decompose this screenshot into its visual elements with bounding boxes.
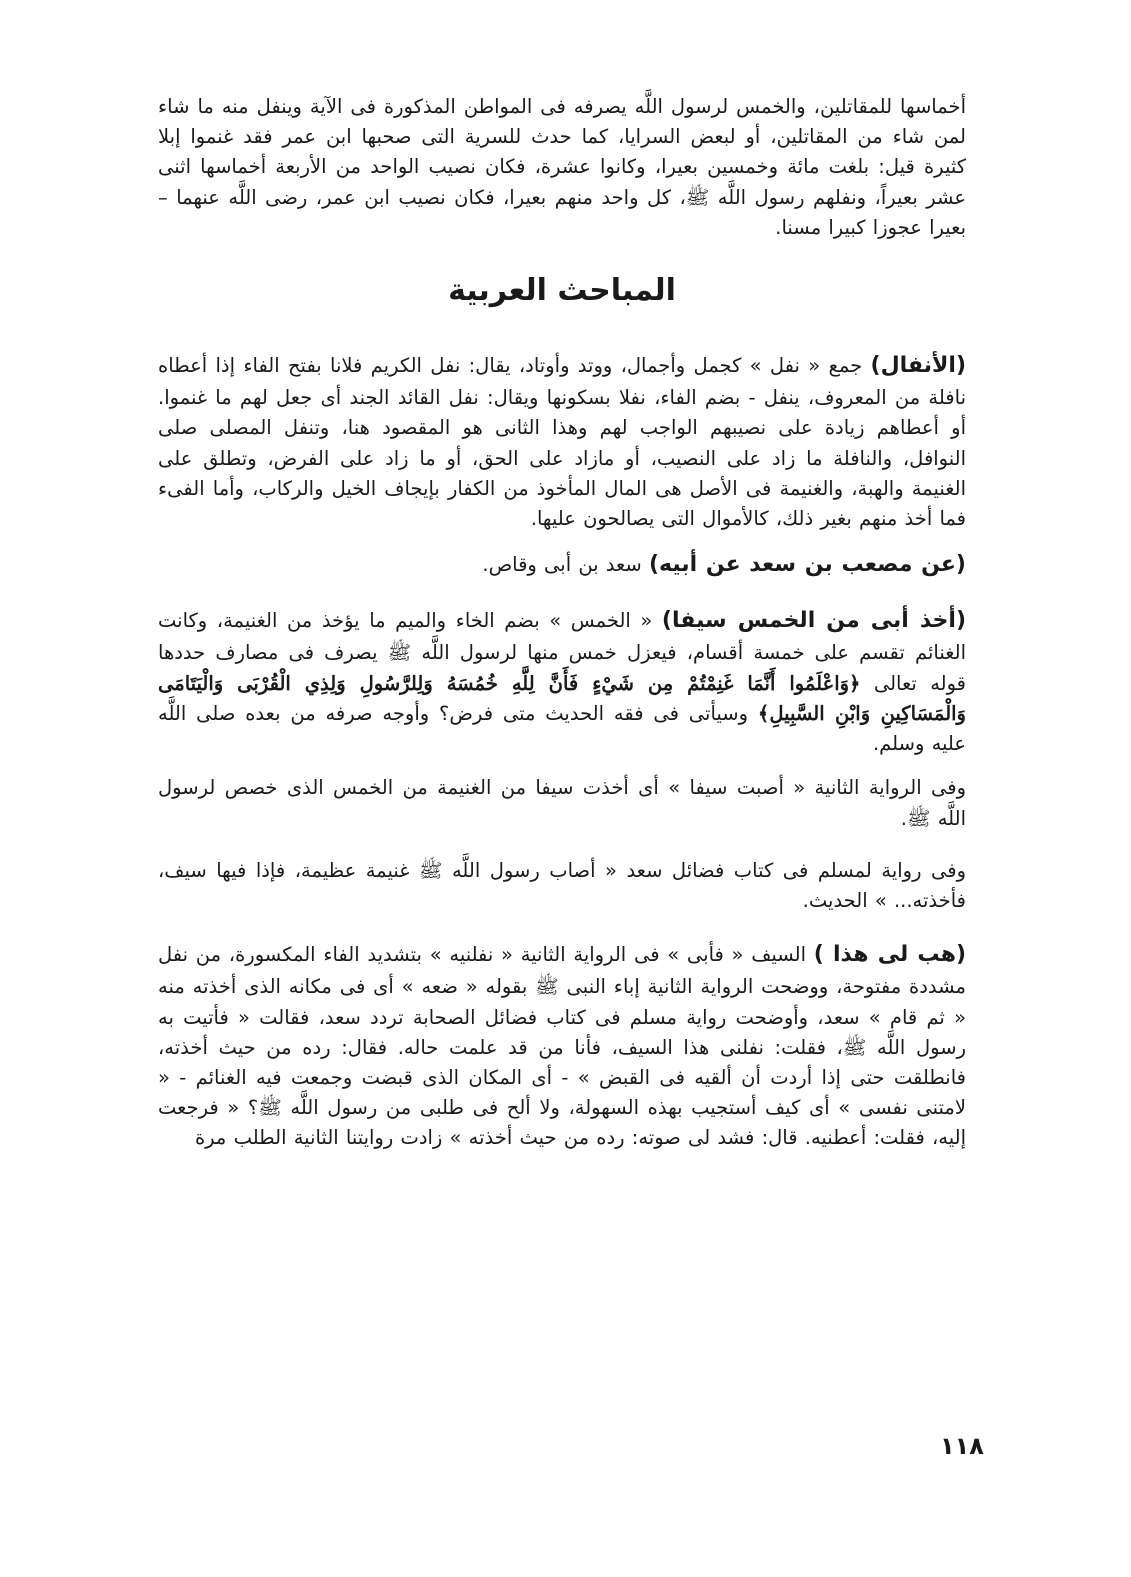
musab-paragraph xyxy=(158,548,966,582)
riwaya-muslim-paragraph: وفى رواية لمسلم فى كتاب فضائل سعد « أصاب رسول اللَّه ﷺ غنيمة عظيمة، فإذا فيها سيف، فأخذته... » الحديث. xyxy=(158,858,966,912)
hab-paragraph xyxy=(158,938,966,1153)
anfal-text: جمع « نفل » كجمل وأجمال، ووتد وأوتاد، يقال: نفل الكريم فلانا بفتح الفاء إذا أعطاه نافلة من المعروف، ينفل - بضم الفاء، نفلا بسكونها ويقال: نفل القائد الجند أى جعل لهم ما غنموا. أو أعطاهم زيادة على نصيبهم الواجب لهم وهذا الثانى هو المقصود هنا، وتنفل المصلى صلى النوافل، والنافلة ما زاد على النصيب، أو مازاد على الحق، أو ما زاد على الفرض، وتطلق على الغنيمة والهبة، والغنيمة فى الأصل هى المال المأخوذ من الكفار بإيجاف الخيل والركاب، وأما الفىء فما أخذ منهم بغير ذلك، كالأموال التى يصالحون عليها. xyxy=(158,354,966,531)
riwaya2-paragraph: وفى الرواية الثانية « أصبت سيفا » أى أخذت سيفا من الغنيمة من الخمس الذى خصص لرسول اللَّه ﷺ. xyxy=(158,776,966,830)
akhadh-paragraph xyxy=(158,604,966,759)
musab-term: (عن مصعب بن سعد عن أبيه) xyxy=(648,552,966,578)
section-title: المباحث العربية xyxy=(448,273,676,309)
anfal-term: (الأنفال) xyxy=(870,353,966,379)
hab-text: السيف « فأبى » فى الرواية الثانية « نفلنيه » بتشديد الفاء المكسورة، من نفل مشددة مفتوحة، ووضحت الرواية الثانية إباء النبى ﷺ بقوله « ضعه » أى فى مكانه الذى أخذته منه « ثم قام » سعد، وأوضحت رواية مسلم فى كتاب فضائل الصحابة تردد سعد، فقالت « فأتيت به رسول اللَّه ﷺ، فقلت: نفلنى هذا السيف، فأنا من قد علمت حاله. فقال: رده من حيث أخذته، فانطلقت حتى إذا أردت أن ألقيه فى القبض » - أى المكان الذى قبضت وجمعت فيه الغنائم - « لامتنى نفسى » أى كيف أستجيب بهذه السهولة، ولا ألح فى طلبى من رسول اللَّه ﷺ؟ « فرجعت إليه، فقلت: أعطنيه. قال: فشد لى صوته: رده من حيث أخذته » زادت روايتنا الثانية الطلب مرة xyxy=(158,943,966,1150)
musab-text: سعد بن أبى وقاص. xyxy=(482,553,642,577)
anfal-paragraph xyxy=(158,349,966,534)
hab-term: (هب لى هذا ) xyxy=(813,942,967,968)
akhadh-text-after: وسيأتى فى فقه الحديث متى فرض؟ وأوجه صرفه من بعده صلى اللَّه عليه وسلم. xyxy=(158,701,966,756)
quran-verse: ﴿وَاعْلَمُوا أَنَّمَا غَنِمْتُمْ مِن شَيْءٍ فَأَنَّ لِلَّهِ خُمُسَهُ وَلِلرَّسُولِ وَلِذِي الْقُرْبَى وَالْيَتَامَى وَالْمَسَاكِينِ وَابْنِ السَّبِيلِ﴾ xyxy=(158,671,966,725)
page-body xyxy=(158,92,966,1154)
intro-paragraph: أخماسها للمقاتلين، والخمس لرسول اللَّه يصرفه فى المواطن المذكورة فى الآية وينفل منه ما شاء لمن شاء من المقاتلين، أو لبعض السرايا، كما حدث للسرية التى صحبها ابن عمر فقد غنموا إبلا كثيرة قيل: بلغت مائة وخمسين بعيرا، وكانوا عشرة، فكان نصيب الواحد من الأربعة أخماسها اثنى عشر بعيراً، ونفلهم رسول اللَّه ﷺ، كل واحد منهم بعيرا، فكان نصيب ابن عمر، رضى اللَّه عنهما – بعيرا عجوزا كبيرا مسنا. xyxy=(158,95,966,239)
akhadh-text-before: « الخمس » بضم الخاء والميم ما يؤخذ من الغنيمة، وكانت الغنائم تقسم على خمسة أقسام، فيعزل خمس منها لرسول اللَّه ﷺ يصرف فى مصارف حددها قوله تعالى xyxy=(158,609,966,695)
akhadh-term: (أخذ أبى من الخمس سيفا) xyxy=(661,608,967,634)
page-number: ١١٨ xyxy=(940,1432,984,1460)
